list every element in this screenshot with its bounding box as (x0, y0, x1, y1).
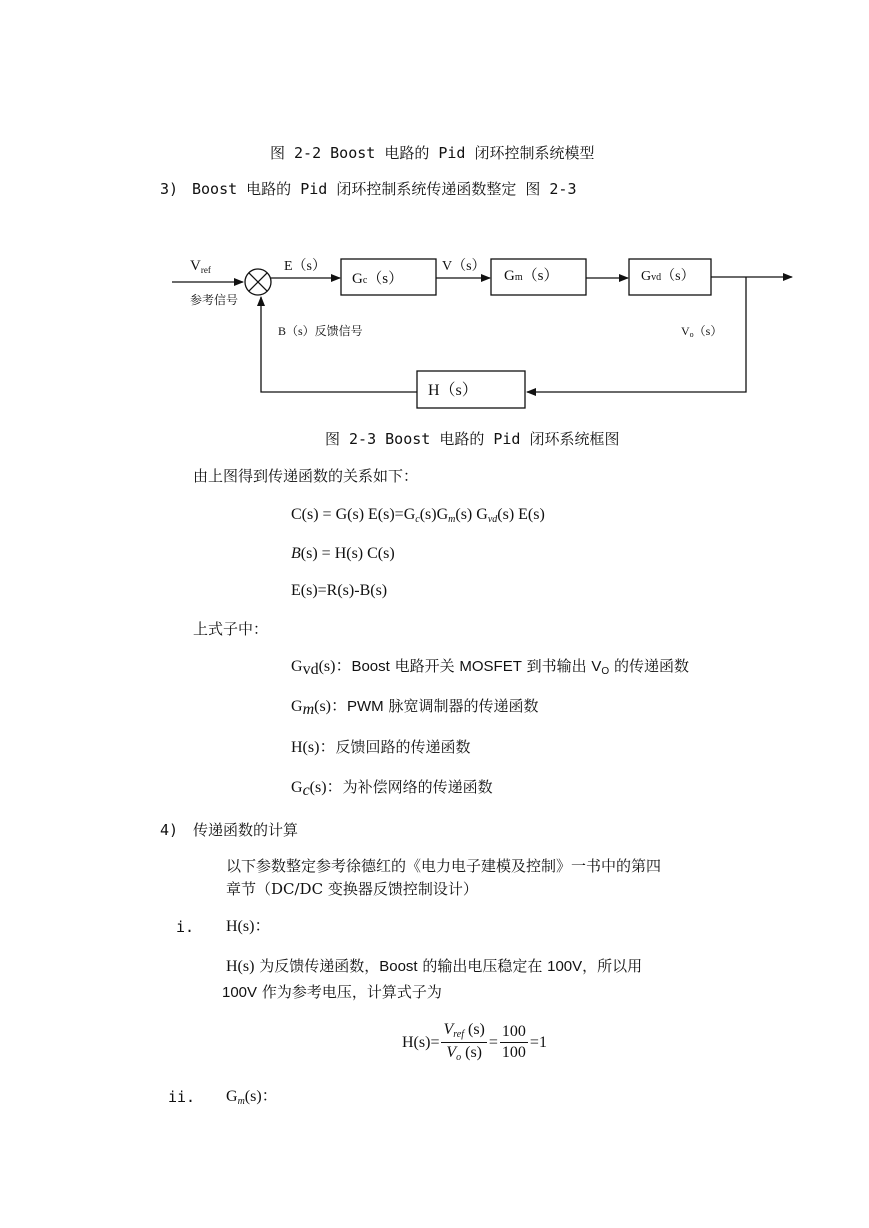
section-4-title: 传递函数的计算 (193, 821, 299, 839)
summing-junction (245, 269, 271, 295)
item-ii-number: ii. (168, 1088, 196, 1106)
v-label: V（s） (442, 259, 486, 274)
intro-text: 由上图得到传递函数的关系如下： (193, 467, 419, 485)
item-i-paragraph-line-2: 100V 作为参考电压，计算式子为 (222, 983, 442, 1001)
reference-signal-label: 参考信号 (190, 293, 239, 307)
vref-label: $V_{ref}$ (190, 258, 211, 275)
definition-gm: $G_m(s)$：PWM 脉宽调制器的传递函数 (291, 697, 539, 718)
h-formula: H(s)= $\frac{V_{ref} (s)}{V_o (s)}$ = $\frac{100}{100}$ =1 (402, 1021, 547, 1063)
error-label: E（s） (284, 259, 326, 274)
item-i-label: H(s)： (226, 918, 271, 935)
block-diagram (0, 0, 869, 440)
definition-h: H(s)：反馈回路的传递函数 (291, 738, 471, 756)
gc-block-label: Gc（s） (352, 271, 404, 287)
item-i-paragraph-line-1: H(s) 为反馈传递函数，Boost 的输出电压稳定在 100V，所以用 (226, 957, 643, 975)
equation-b: B(s) = H(s) C(s) (291, 545, 395, 562)
item-ii-label: $G_m(s)$： (226, 1088, 278, 1107)
hundred-over-hundred-fraction: $\frac{100}{100}$ (501, 1023, 526, 1061)
figure-2-3-caption: 图 2-3 Boost 电路的 Pid 闭环系统框图 (325, 430, 620, 448)
feedback-path-left (261, 297, 417, 392)
definition-gvd: $G_{vd}(s)$：Boost 电路开关 MOSFET 到书输出 $V_O$ 的传递函数 (291, 657, 689, 678)
h-block-label: H（s） (428, 382, 478, 399)
gvd-block-label: Gvd（s） (641, 269, 695, 284)
section-4-paragraph-line-1: 以下参数整定参考徐德红的《电力电子建模及控制》一书中的第四 (226, 857, 662, 875)
equation-e: E(s)=R(s)-B(s) (291, 582, 388, 599)
definition-gc: $G_c(s)$：为补偿网络的传递函数 (291, 778, 493, 799)
section-4-number: 4) (160, 821, 179, 839)
section-4-paragraph-line-2: 章节（DC/DC 变换器反馈控制设计） (226, 880, 478, 898)
section-3-number: 3) (160, 180, 179, 198)
section-3-heading: Boost 电路的 Pid 闭环控制系统传递函数整定 图 2-3 (192, 180, 577, 198)
vo-label: Vo（s） (681, 324, 723, 339)
item-i-number: i. (176, 918, 195, 936)
gm-block-label: Gm（s） (504, 268, 559, 284)
figure-2-2-caption: 图 2-2 Boost 电路的 Pid 闭环控制系统模型 (270, 144, 595, 162)
feedback-signal-label: B（s）反馈信号 (278, 324, 363, 338)
where-label: 上式子中： (193, 620, 269, 638)
equation-c: C(s) = G(s) $E(s)=G_c(s)G_m(s)$ $G_{vd}(s)$ E(s) (291, 506, 545, 525)
vref-over-vo-fraction: $\frac{V_{ref} (s)}{V_o (s)}$ (443, 1021, 485, 1063)
